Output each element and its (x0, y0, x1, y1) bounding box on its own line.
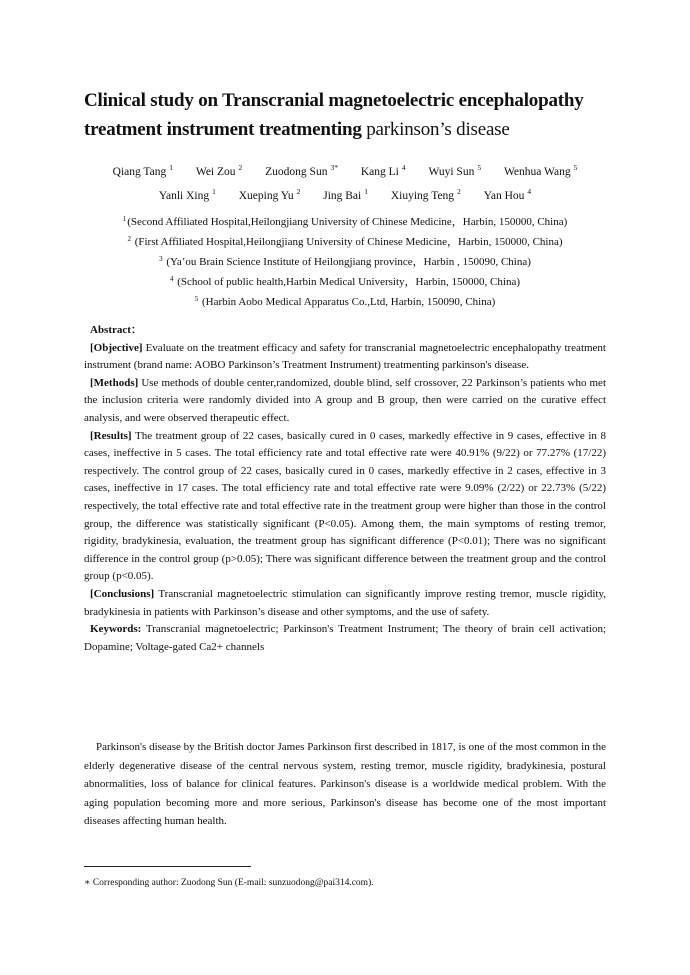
author-name: Yanli Xing (158, 190, 210, 202)
author-name: Wei Zou (195, 166, 236, 178)
author (323, 182, 368, 206)
author-affiliation-mark: 1 (212, 187, 216, 196)
author (361, 158, 406, 182)
affiliation (80, 211, 610, 231)
author-affiliation-mark: 5 (477, 163, 482, 172)
author-affiliation-mark: 3* (330, 163, 338, 172)
author-affiliation-mark: 4 (527, 187, 532, 196)
abstract-methods (84, 375, 606, 428)
paper-title (84, 86, 624, 144)
keywords-label: Keywords: (90, 623, 142, 636)
abstract-heading-text: Abstract： (90, 324, 142, 336)
author-affiliation-mark: 2 (296, 187, 301, 196)
abstract-keywords (84, 621, 606, 656)
abstract-conclusions (84, 586, 606, 621)
objective-label: [Objective] (90, 341, 143, 354)
affiliation (80, 271, 610, 291)
author-name: Wuyi Sun (428, 166, 475, 178)
abstract-results (84, 428, 606, 586)
abstract-section (84, 322, 606, 656)
author (391, 182, 461, 206)
intro-paragraph: Parkinson's disease by the British doctor James Parkinson first described in 1817, is one of the most common in the elderly degenerative disease of the central nervous system, resting tremor, muscle rigidity, bradykinesia, postural abnormalities, loss of balance for clinical features. Parkinson's disease is a worldwide medical problem. With the aging population becoming more and more serious, Parkinson's disease has become one of the most important diseases affecting human health. (84, 741, 606, 828)
affiliation (80, 251, 610, 271)
conclusions-text: Transcranial magnetoelectric stimulation can significantly improve resting tremor, muscle rigidity, bradykinesia in patients with Parkinson’s disease and other symptoms, and the use of safety. (84, 587, 606, 618)
author (504, 158, 577, 182)
footnote-rule (84, 866, 251, 867)
affiliation (80, 291, 610, 311)
title-normal-part: parkinson’s disease (361, 119, 510, 140)
author-name: Xueping Yu (238, 190, 294, 202)
affiliation (80, 231, 610, 251)
affiliation-text: (Ya’ou Brain Science Institute of Heilongjiang province，Harbin , 150090, China) (163, 256, 531, 268)
objective-text: Evaluate on the treatment efficacy and safety for transcranial magnetoelectric encephalopathy treatment instrument (brand name: AOBO Parkinson’s Treatment Instrument) treatmenting parkinson's disease. (84, 341, 606, 372)
affiliation-mark: 3 (159, 255, 163, 263)
methods-text: Use methods of double center,randomized, double blind, self crossover, 22 Parkinson’s patients who met the inclusion criteria were randomly divided into A group and B group, then were carried on the curative effect analysis, and were observed therapeutic effect. (84, 376, 606, 424)
author-affiliation-mark: 2 (457, 187, 461, 196)
corresponding-author-footnote: ∗ Corresponding author: Zuodong Sun (E-mail: sunzuodong@pai314.com). (84, 878, 374, 888)
author-name: Qiang Tang (112, 166, 167, 178)
author (113, 158, 173, 182)
author-line-1 (90, 158, 600, 182)
affiliation-text: (Second Affiliated Hospital,Heilongjiang University of Chinese Medicine，Harbin, 150000, China) (127, 216, 568, 228)
author-affiliation-mark: 5 (573, 163, 578, 172)
affiliation-list (80, 211, 610, 311)
author (196, 158, 242, 182)
author-name: Wenhua Wang (503, 166, 571, 178)
author-affiliation-mark: 1 (364, 187, 368, 196)
author (484, 182, 531, 206)
author (239, 182, 301, 206)
conclusions-label: [Conclusions] (90, 587, 155, 600)
affiliation-text: (School of public health,Harbin Medical University，Harbin, 150000, China) (174, 276, 520, 288)
affiliation-text: (Harbin Aobo Medical Apparatus Co.,Ltd, Harbin, 150090, China) (199, 296, 496, 308)
affiliation-mark: 2 (127, 235, 131, 243)
author-affiliation-mark: 1 (169, 163, 174, 172)
title-bold-part: Clinical study on Transcranial magnetoelectric encephalopathy treatment instrument treatmenting (84, 90, 584, 140)
author-name: Kang Li (360, 166, 399, 178)
author-name: Xiuying Teng (390, 190, 455, 202)
author (159, 182, 216, 206)
author-name: Jing Bai (323, 190, 362, 202)
author (428, 158, 481, 182)
results-label: [Results] (90, 429, 132, 442)
author-affiliation-mark: 4 (401, 163, 406, 172)
methods-label: [Methods] (90, 376, 139, 389)
affiliation-text: (First Affiliated Hospital,Heilongjiang University of Chinese Medicine，Harbin, 150000, China) (131, 236, 563, 248)
author-line-2 (90, 182, 600, 206)
affiliation-mark: 1 (122, 215, 127, 223)
author-list (90, 158, 600, 206)
author-name: Yan Hou (483, 190, 525, 202)
abstract-heading (84, 322, 606, 340)
results-text: The treatment group of 22 cases, basically cured in 0 cases, markedly effective in 9 cases, effective in 8 cases, ineffective in 5 cases. The total efficiency rate and total effective rate were 40.91% (9/22) or 77.27% (17/22) respectively. The control group of 22 cases, basically cured in 0 cases, markedly effective in 2 cases, effective in 3 cases, ineffective in 17 cases. The total efficiency rate and total effective rate were 9.09% (2/22) or 22.73% (5/22) respectively, the total effective rate and total effective rate in the treatment group were higher than those in the control group, the difference was statistically significant (P<0.05). Among them, the main symptoms of resting tremor, rigidity, bradykinesia, evaluation, the treatment group has significant difference (P<0.01); There was no significant difference in the control group (p>0.05); There was significant difference between the treatment group and the control group (p<0.05). (84, 429, 606, 583)
keywords-text: Transcranial magnetoelectric; Parkinson's Treatment Instrument; The theory of brain cell activation; Dopamine; Voltage-gated Ca2+ channels (84, 623, 606, 653)
abstract-objective (84, 340, 606, 375)
author-name: Zuodong Sun (265, 166, 328, 178)
affiliation-mark: 5 (194, 295, 199, 303)
author-affiliation-mark: 2 (238, 163, 243, 172)
affiliation-mark: 4 (169, 275, 174, 283)
author (265, 158, 338, 182)
